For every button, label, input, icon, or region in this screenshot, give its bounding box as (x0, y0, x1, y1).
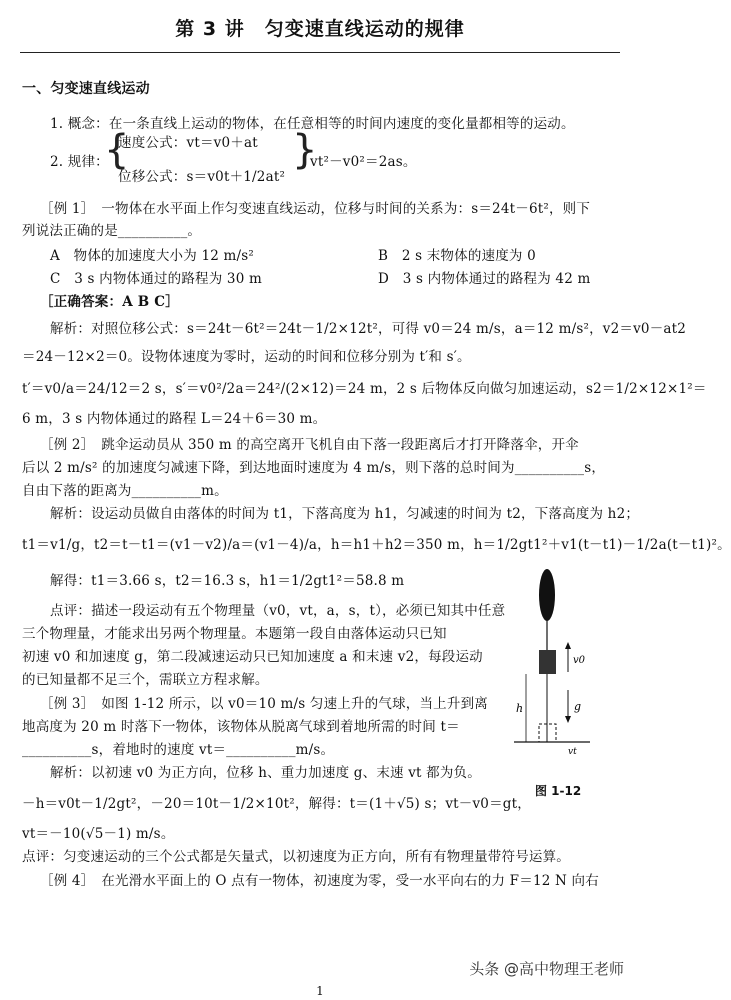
balloon-icon (539, 569, 555, 621)
v0-label: v0 (573, 655, 586, 666)
option-d: D 3 s 内物体通过的路程为 42 m (378, 271, 591, 287)
h-label: h (516, 702, 524, 715)
example1-solution-line1: 解析：对照位移公式：s＝24t－6t²＝24t－1/2×12t²，可得 v0＝24 m/s，a＝12 m/s²，v2＝v0－at2 (50, 321, 687, 337)
example1-solution-line4: 6 m，3 s 内物体通过的路程 L＝24＋6＝30 m。 (22, 411, 327, 427)
example2-line2: 后以 2 m/s² 的加速度匀减速下降，到达地面时速度为 4 m/s，则下落的总时间为__________s， (22, 460, 606, 476)
example3-solution-line3: vt＝－10(√5－1) m/s。 (22, 826, 175, 842)
vt-label: vt (568, 747, 577, 757)
velocity-displacement-formula: vt²－v0²＝2as。 (310, 154, 417, 170)
example3-solution-line2: －h＝v0t－1/2gt²，－20＝10t－1/2×10t²，解得：t＝(1＋√5) s；vt－v0＝gt， (22, 796, 531, 812)
example2-comment-line1: 点评：描述一段运动有五个物理量（v0，vt，a，s，t），必须已知其中任意 (50, 603, 506, 619)
example3-line2: 地高度为 20 m 时落下一物体，该物体从脱离气球到着地所需的时间 t＝ (22, 719, 460, 735)
example1-solution-line2: ＝24－12×2＝0。设物体速度为零时，运动的时间和位移分别为 t′和 s′。 (22, 349, 471, 365)
example4-line1: ［例 4］ 在光滑水平面上的 O 点有一物体，初速度为零，受一水平向右的力 F＝12 N 向右 (40, 873, 599, 889)
example3-line1: ［例 3］ 如图 1-12 所示，以 v0＝10 m/s 匀速上升的气球，当上升到离 (40, 696, 488, 712)
falling-object (539, 650, 556, 674)
left-brace: { (104, 127, 130, 173)
g-arrowhead (565, 716, 571, 723)
right-brace: } (292, 127, 318, 173)
example2-solution-line1: 解析：设运动员做自由落体的时间为 t1，下落高度为 h1，匀减速的时间为 t2，下落高度为 h2； (50, 506, 640, 522)
example2-line1: ［例 2］ 跳伞运动员从 350 m 的高空离开飞机自由下落一段距离后才打开降落伞，开伞 (40, 437, 579, 453)
section-heading: 一、匀变速直线运动 (22, 81, 150, 97)
example2-comment-line2: 三个物理量，才能求出另两个物理量。本题第一段自由落体运动只已知 (22, 626, 447, 642)
watermark: 头条 @高中物理王老师 (469, 960, 624, 978)
figure-caption: 图 1-12 (535, 784, 582, 798)
example1-line1: ［例 1］ 一物体在水平面上作匀变速直线运动，位移与时间的关系为：s＝24t－6t²，则下 (40, 201, 591, 217)
balloon-figure (510, 560, 620, 760)
page-title: 第 3 讲 匀变速直线运动的规律 (175, 18, 465, 40)
example2-comment-line4: 的已知量都不足三个，需联立方程求解。 (22, 672, 269, 688)
example2-solution-line2: t1＝v1/g，t2＝t－t1＝(v1－v2)/a＝(v1－4)/a，h＝h1＋h2＝350 m，h＝1/2gt1²＋v1(t－t1)－1/2a(t－t1)²。 (22, 537, 731, 553)
example3-comment: 点评：匀变速运动的三个公式都是矢量式，以初速度为正方向，所有有物理量带符号运算。 (22, 849, 570, 865)
velocity-formula: 速度公式：vt＝v0＋at (118, 135, 258, 151)
example2-line3: 自由下落的距离为__________m。 (22, 483, 228, 499)
option-a: A 物体的加速度大小为 12 m/s² (50, 248, 254, 264)
option-c: C 3 s 内物体通过的路程为 30 m (50, 271, 262, 287)
example1-solution-line3: t′＝v0/a＝24/12＝2 s，s′＝v0²/2a＝24²/(2×12)＝24 m，2 s 后物体反向做匀加速运动，s2＝1/2×12×1²＝ (22, 381, 707, 397)
example1-line2: 列说法正确的是__________。 (22, 223, 202, 239)
example2-solution-line3: 解得：t1＝3.66 s，t2＝16.3 s，h1＝1/2gt1²＝58.8 m (50, 573, 405, 589)
v0-arrowhead (565, 642, 571, 649)
correct-answer: ［正确答案：A B C］ (40, 294, 179, 310)
displacement-formula: 位移公式：s＝v0t＋1/2at² (118, 169, 286, 185)
title-divider (20, 52, 620, 53)
example3-line3: __________s，着地时的速度 vt＝__________m/s。 (22, 742, 335, 758)
rule-label: 2. 规律： (50, 154, 109, 170)
option-b: B 2 s 末物体的速度为 0 (378, 248, 536, 264)
concept-text: 1. 概念：在一条直线上运动的物体，在任意相等的时间内速度的变化量都相等的运动。 (50, 116, 575, 132)
g-label: g (574, 700, 582, 713)
example2-comment-line3: 初速 v0 和加速度 g，第二段减速运动只已知加速度 a 和末速 v2，每段运动 (22, 649, 483, 665)
example3-solution-line1: 解析：以初速 v0 为正方向，位移 h、重力加速度 g、末速 vt 都为负。 (50, 765, 481, 781)
page-number: 1 (316, 984, 324, 998)
